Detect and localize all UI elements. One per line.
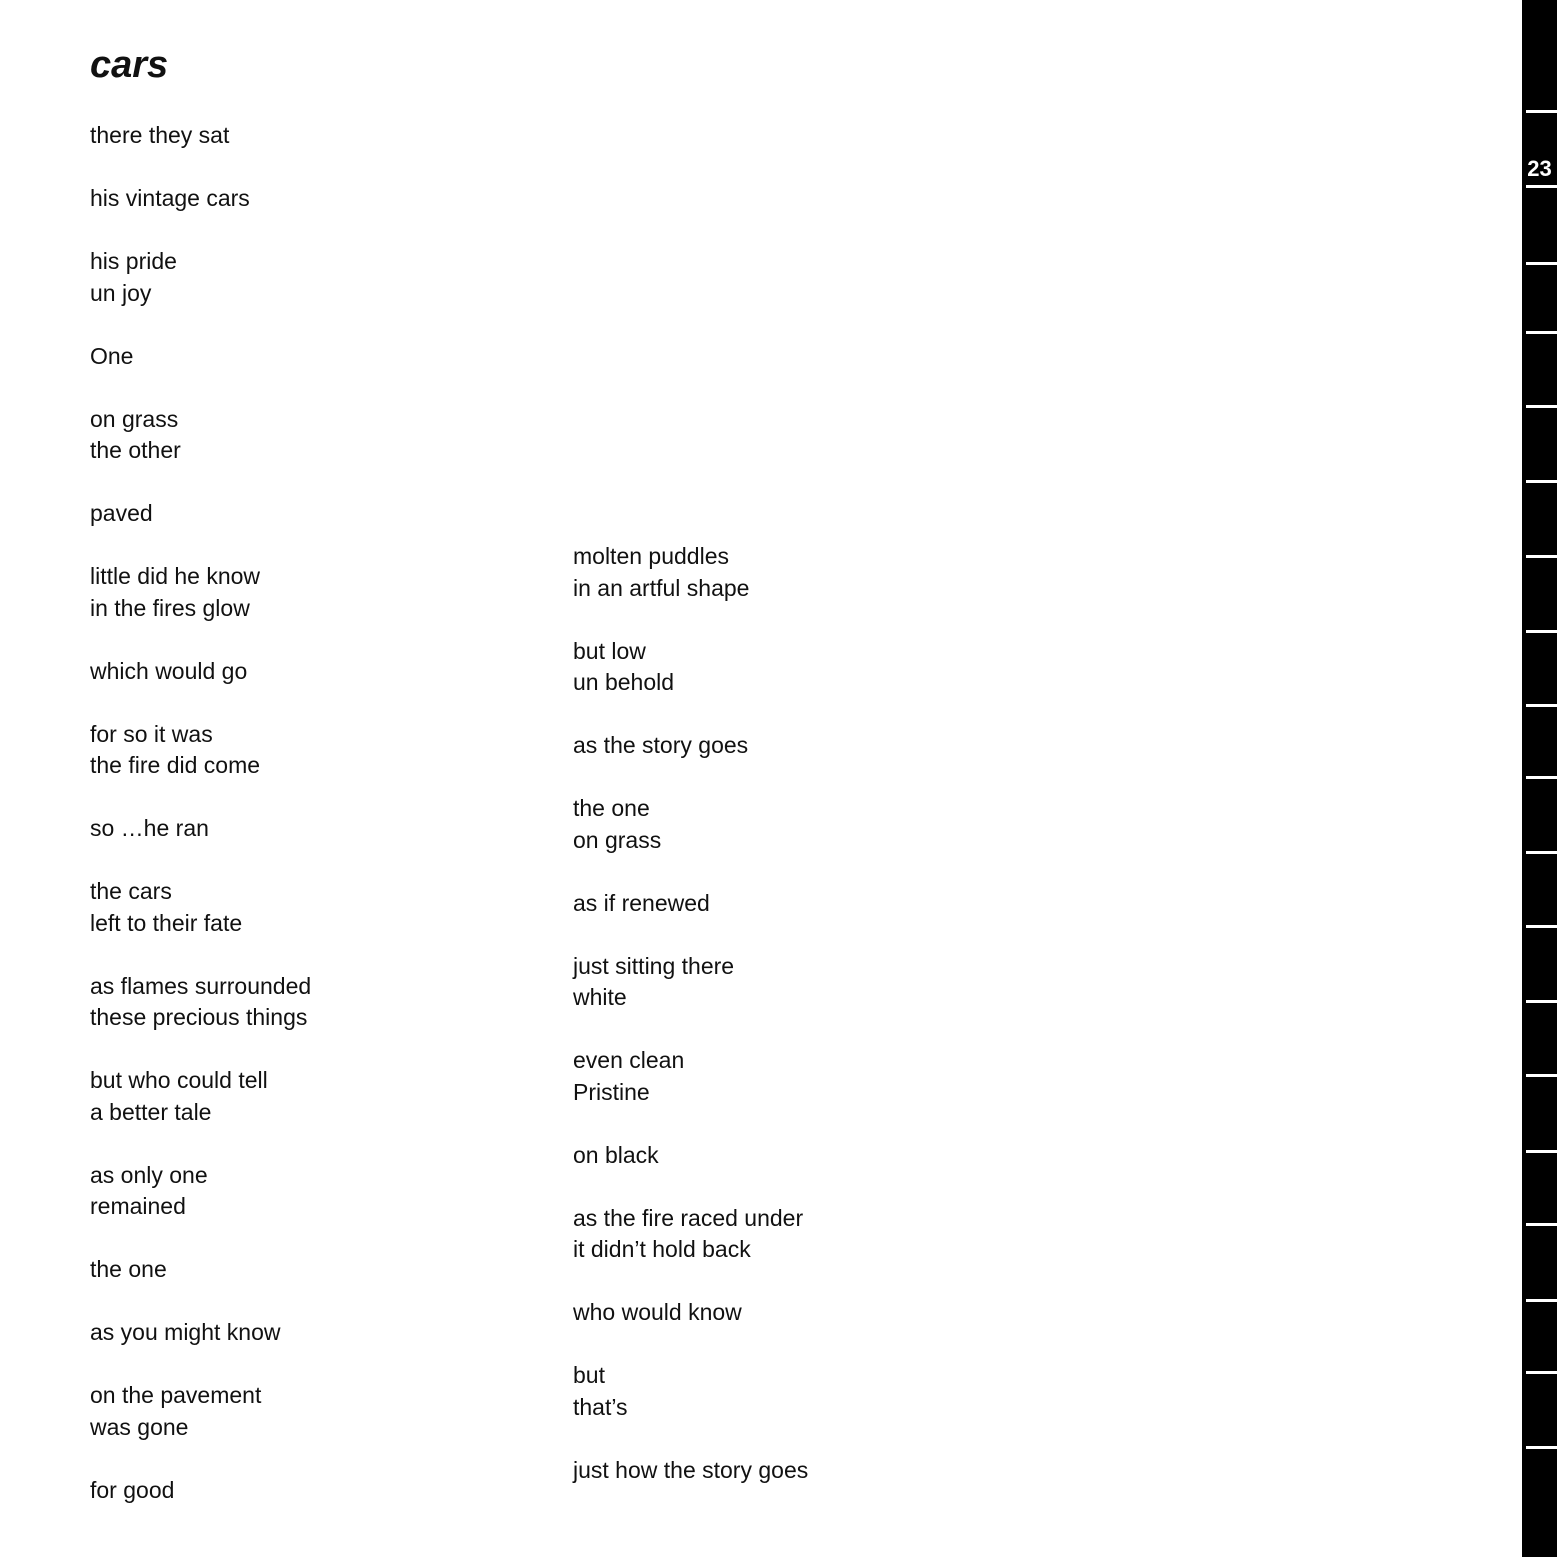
stanza (90, 120, 311, 152)
poem-line: his pride (90, 248, 177, 274)
poem-line: One (90, 342, 134, 369)
stanza (573, 1203, 808, 1266)
stanza (90, 183, 311, 215)
stanza (90, 656, 311, 688)
poem-line: that’s (573, 1393, 628, 1420)
poem-line: these precious things (90, 1004, 308, 1030)
poem-line: on grass (573, 826, 662, 853)
stanza (90, 1160, 311, 1223)
poem-line: on the pavement (90, 1382, 262, 1408)
stanza (90, 246, 311, 309)
stanza (90, 1065, 311, 1128)
stanza (90, 1380, 311, 1443)
poem-line: the one (573, 795, 650, 821)
poem-line: who would know (573, 1299, 742, 1325)
poem-line: but (573, 1362, 605, 1388)
stanza (573, 951, 808, 1014)
poem-line: was gone (90, 1413, 189, 1440)
stanza (573, 541, 808, 604)
poem-line: the fire did come (90, 752, 261, 778)
tab-divider (1526, 1299, 1557, 1302)
stanza (573, 793, 808, 856)
thumb-index-tab-strip (1522, 0, 1557, 1557)
stanza (573, 888, 808, 920)
poem-line: as if renewed (573, 889, 710, 916)
tab-divider (1526, 851, 1557, 854)
poem-line: for good (90, 1476, 175, 1503)
poem-line: remained (90, 1193, 186, 1219)
tab-divider (1526, 630, 1557, 633)
stanza (573, 1045, 808, 1108)
stanza (573, 1455, 808, 1487)
poem-line: even clean (573, 1047, 685, 1073)
poem-line: a better tale (90, 1098, 212, 1125)
tab-divider (1526, 185, 1557, 188)
tab-divider (1526, 480, 1557, 483)
poem-line: his vintage cars (90, 185, 250, 211)
poem-line: white (573, 984, 627, 1010)
poem-line: on grass (90, 405, 179, 432)
tab-divider (1526, 110, 1557, 113)
poem-line: as you might know (90, 1319, 281, 1345)
tab-divider (1526, 1074, 1557, 1077)
poem-line: in the fires glow (90, 594, 250, 621)
stanza (573, 730, 808, 762)
poem-line: just sitting there (573, 952, 735, 979)
tab-divider (1526, 262, 1557, 265)
page-number: 23 (1527, 156, 1552, 181)
poem-line: Pristine (573, 1078, 650, 1105)
stanza (90, 1317, 311, 1349)
stanza (90, 1254, 311, 1286)
stanza (90, 341, 311, 373)
tab-divider (1526, 331, 1557, 334)
stanza (90, 498, 311, 530)
poem-line: as flames surrounded (90, 972, 312, 999)
poem-line: the one (90, 1256, 167, 1282)
poem-line: as only one (90, 1161, 208, 1188)
poem-line: so …he ran (90, 815, 209, 841)
stanza (90, 404, 311, 467)
stanza (90, 971, 311, 1034)
tab-divider (1526, 704, 1557, 707)
tab-divider (1526, 1223, 1557, 1226)
poem-line: paved (90, 500, 153, 526)
poem-line: as the fire raced under (573, 1204, 804, 1231)
poem-line: for so it was (90, 720, 213, 747)
poem-line: the cars (90, 878, 172, 904)
tab-divider (1526, 1000, 1557, 1003)
poem-line: just how the story goes (573, 1456, 809, 1483)
stanza (573, 1360, 808, 1423)
poem-line: there they sat (90, 122, 230, 148)
stanza (90, 813, 311, 845)
poem-line: as the story goes (573, 732, 749, 758)
poem-column-left (90, 120, 311, 1538)
poem-line: left to their fate (90, 909, 243, 936)
tab-divider (1526, 1371, 1557, 1374)
tab-divider (1526, 776, 1557, 779)
poem-line: which would go (90, 657, 248, 684)
tab-divider (1526, 1446, 1557, 1449)
tab-divider (1526, 925, 1557, 928)
stanza (573, 1140, 808, 1172)
poem-line: molten puddles (573, 543, 729, 569)
stanza (573, 1297, 808, 1329)
poem-line: in an artful shape (573, 574, 750, 601)
poem-line: un behold (573, 669, 675, 695)
poem-line: but who could tell (90, 1067, 268, 1093)
poem-line: un joy (90, 279, 152, 306)
tab-divider (1526, 1150, 1557, 1153)
tab-divider (1526, 405, 1557, 408)
stanza (90, 876, 311, 939)
stanza (90, 719, 311, 782)
poem-line: it didn’t hold back (573, 1236, 751, 1262)
stanza (90, 1475, 311, 1507)
poem-line: but low (573, 637, 646, 664)
stanza (90, 561, 311, 624)
poem-line: on black (573, 1141, 659, 1168)
tab-divider (1526, 555, 1557, 558)
stanza (573, 636, 808, 699)
poem-line: the other (90, 437, 181, 463)
poem-line: little did he know (90, 563, 261, 589)
poem-column-right (573, 541, 808, 1518)
poem-title: cars (90, 44, 169, 86)
